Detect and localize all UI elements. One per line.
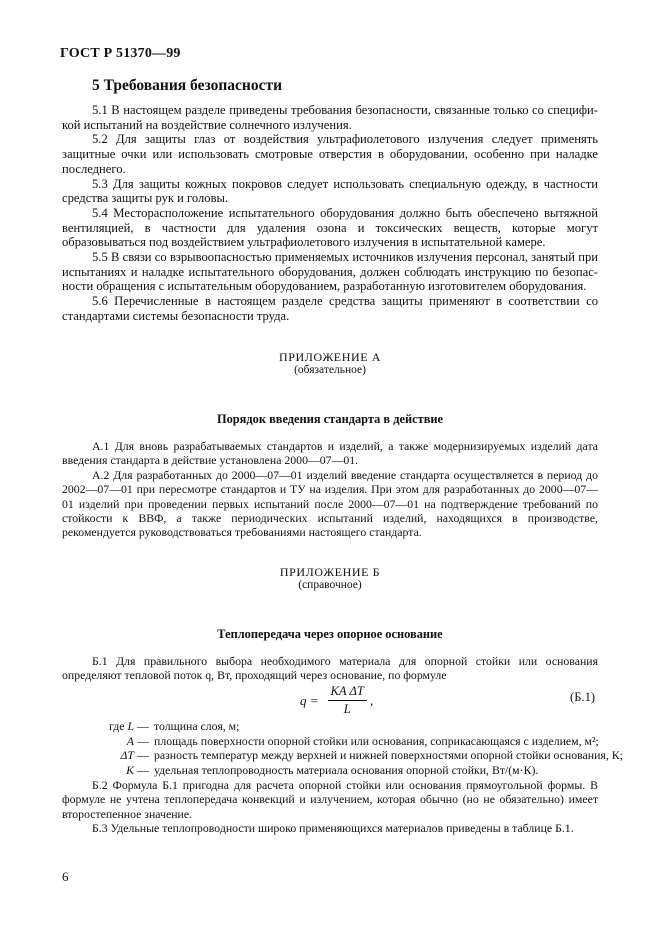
- legend-row-k: K — удельная теплопроводность материала основания опорной стойки, Вт/(м·К).: [62, 763, 623, 778]
- paragraph-5-4: 5.4 Месторасположение испытательного оборудования должно быть обеспечено вытяжной вентиляцией, в частности для удаления озона и токсических веществ, которые могут образовываться под воздействием ультрафиолетового излучения в испытательной камере.: [62, 205, 598, 250]
- appendix-a-body: [62, 439, 598, 540]
- legend-row-a: A — площадь поверхности опорной стойки или основания, соприкасающаяся с изделием, м²;: [62, 734, 623, 749]
- legend-row-l: где L — толщина слоя, м;: [62, 719, 623, 734]
- appendix-a-subtitle: (обязательное): [294, 364, 366, 376]
- legend-text: площадь поверхности опорной стойки или основания, соприкасающаяся с изделием, м²;: [154, 733, 599, 748]
- legend-text: разность температур между верхней и нижней поверхностями опорной стойки основания, К;: [154, 748, 623, 763]
- legend-text: удельная теплопроводность материала основания опорной стойки, Вт/(м·К).: [154, 763, 539, 778]
- legend-row-delta-t: ΔT — разность температур между верхней и нижней поверхностями опорной стойки основания, К;: [62, 748, 623, 763]
- appendix-b-intro: [62, 654, 598, 683]
- paragraph-a-2: А.2 Для разработанных до 2000—07—01 изделий введение стандарта осуществляется в период до 2002—07—01 при пересмотре стандартов и ТУ на изделия. При этом для разработанных до 2000—07—01 изделий при проведении первых испытаний после 2000—07—01 на подтверждение требований по стойкости к ВВФ, а также периодических испытаний изделий, находящихся в производстве, рекомендуется руководствоваться требованиями настоящего стандарта.: [62, 467, 598, 540]
- paragraph-b-2: Б.2 Формула Б.1 пригодна для расчета опорной стойки или основания прямоугольной формы. В формуле не учтена теплопередача конвекций и излучением, которая обычно (но не обязательно) имеет второстепенное значение.: [62, 778, 598, 821]
- formula-legend: [62, 719, 623, 778]
- legend-symbol: где L: [108, 719, 134, 733]
- paragraph-b-1: Б.1 Для правильного выбора необходимого материала для опорной стойки или основания определяют тепловой поток q, Вт, проходящий через основание, по формуле: [62, 654, 598, 683]
- page-number: 6: [62, 869, 69, 884]
- appendix-a-title: ПРИЛОЖЕНИЕ А: [278, 350, 382, 364]
- paragraph-b-3: Б.3 Удельные теплопроводности широко применяющихся материалов приведены в таблице Б.1.: [92, 821, 574, 836]
- section-5-body: [62, 103, 598, 324]
- formula-fraction: [328, 684, 367, 717]
- formula-number: (Б.1): [570, 690, 596, 704]
- paragraph-5-5: 5.5 В связи со взрывоопасностью применяемых источников излучения персонал, занятый при испытаниях и наладке испытательного оборудования, должен соблюдать инструкцию по безопасности обращения с испытательным оборудованием, разработанную изготовителем оборудования.: [62, 250, 598, 294]
- paragraph-5-3: 5.3 Для защиты кожных покровов следует использовать специальную одежду, в частности средства защиты рук и головы.: [62, 176, 598, 206]
- legend-symbol: ΔT: [120, 748, 134, 763]
- paragraph-5-6: 5.6 Перечисленные в настоящем разделе средства защиты применяют в соответствии со стандартами системы безопасности труда.: [62, 294, 598, 323]
- paragraph-5-2: 5.2 Для защиты глаз от воздействия ультрафиолетового излучения следует применять защитные очки или использовать смотровые отверстия в оборудовании, особенно при наладке последнего.: [62, 132, 598, 176]
- formula-tail: ,: [369, 692, 374, 708]
- paragraph-5-1: 5.1 В настоящем разделе приведены требования безопасности, связанные только со спецификой испытаний на воздействие солнечного излучения.: [62, 103, 598, 132]
- paragraph-a-1: А.1 Для вновь разрабатываемых стандартов и изделий, а также модернизируемых изделий дата введения стандарта в действие установлена 2000—07—01.: [62, 439, 598, 468]
- legend-text: толщина слоя, м;: [154, 719, 240, 733]
- section-5-heading: 5 Требования безопасности: [92, 77, 283, 94]
- legend-symbol: A: [126, 733, 134, 748]
- formula-numerator: KA ΔT: [328, 684, 367, 701]
- formula-denominator: L: [343, 702, 351, 716]
- appendix-b-heading: Теплопередача через опорное основание: [217, 627, 443, 641]
- document-code-header: ГОСТ Р 51370—99: [60, 46, 181, 61]
- appendix-b-body: [62, 778, 598, 836]
- formula-b1: [300, 684, 373, 717]
- formula-lhs: q =: [300, 692, 319, 708]
- appendix-a-heading: Порядок введения стандарта в действие: [216, 412, 444, 426]
- legend-symbol: K: [126, 763, 134, 778]
- appendix-b-title: ПРИЛОЖЕНИЕ Б: [279, 565, 381, 579]
- appendix-b-subtitle: (справочное): [298, 579, 362, 591]
